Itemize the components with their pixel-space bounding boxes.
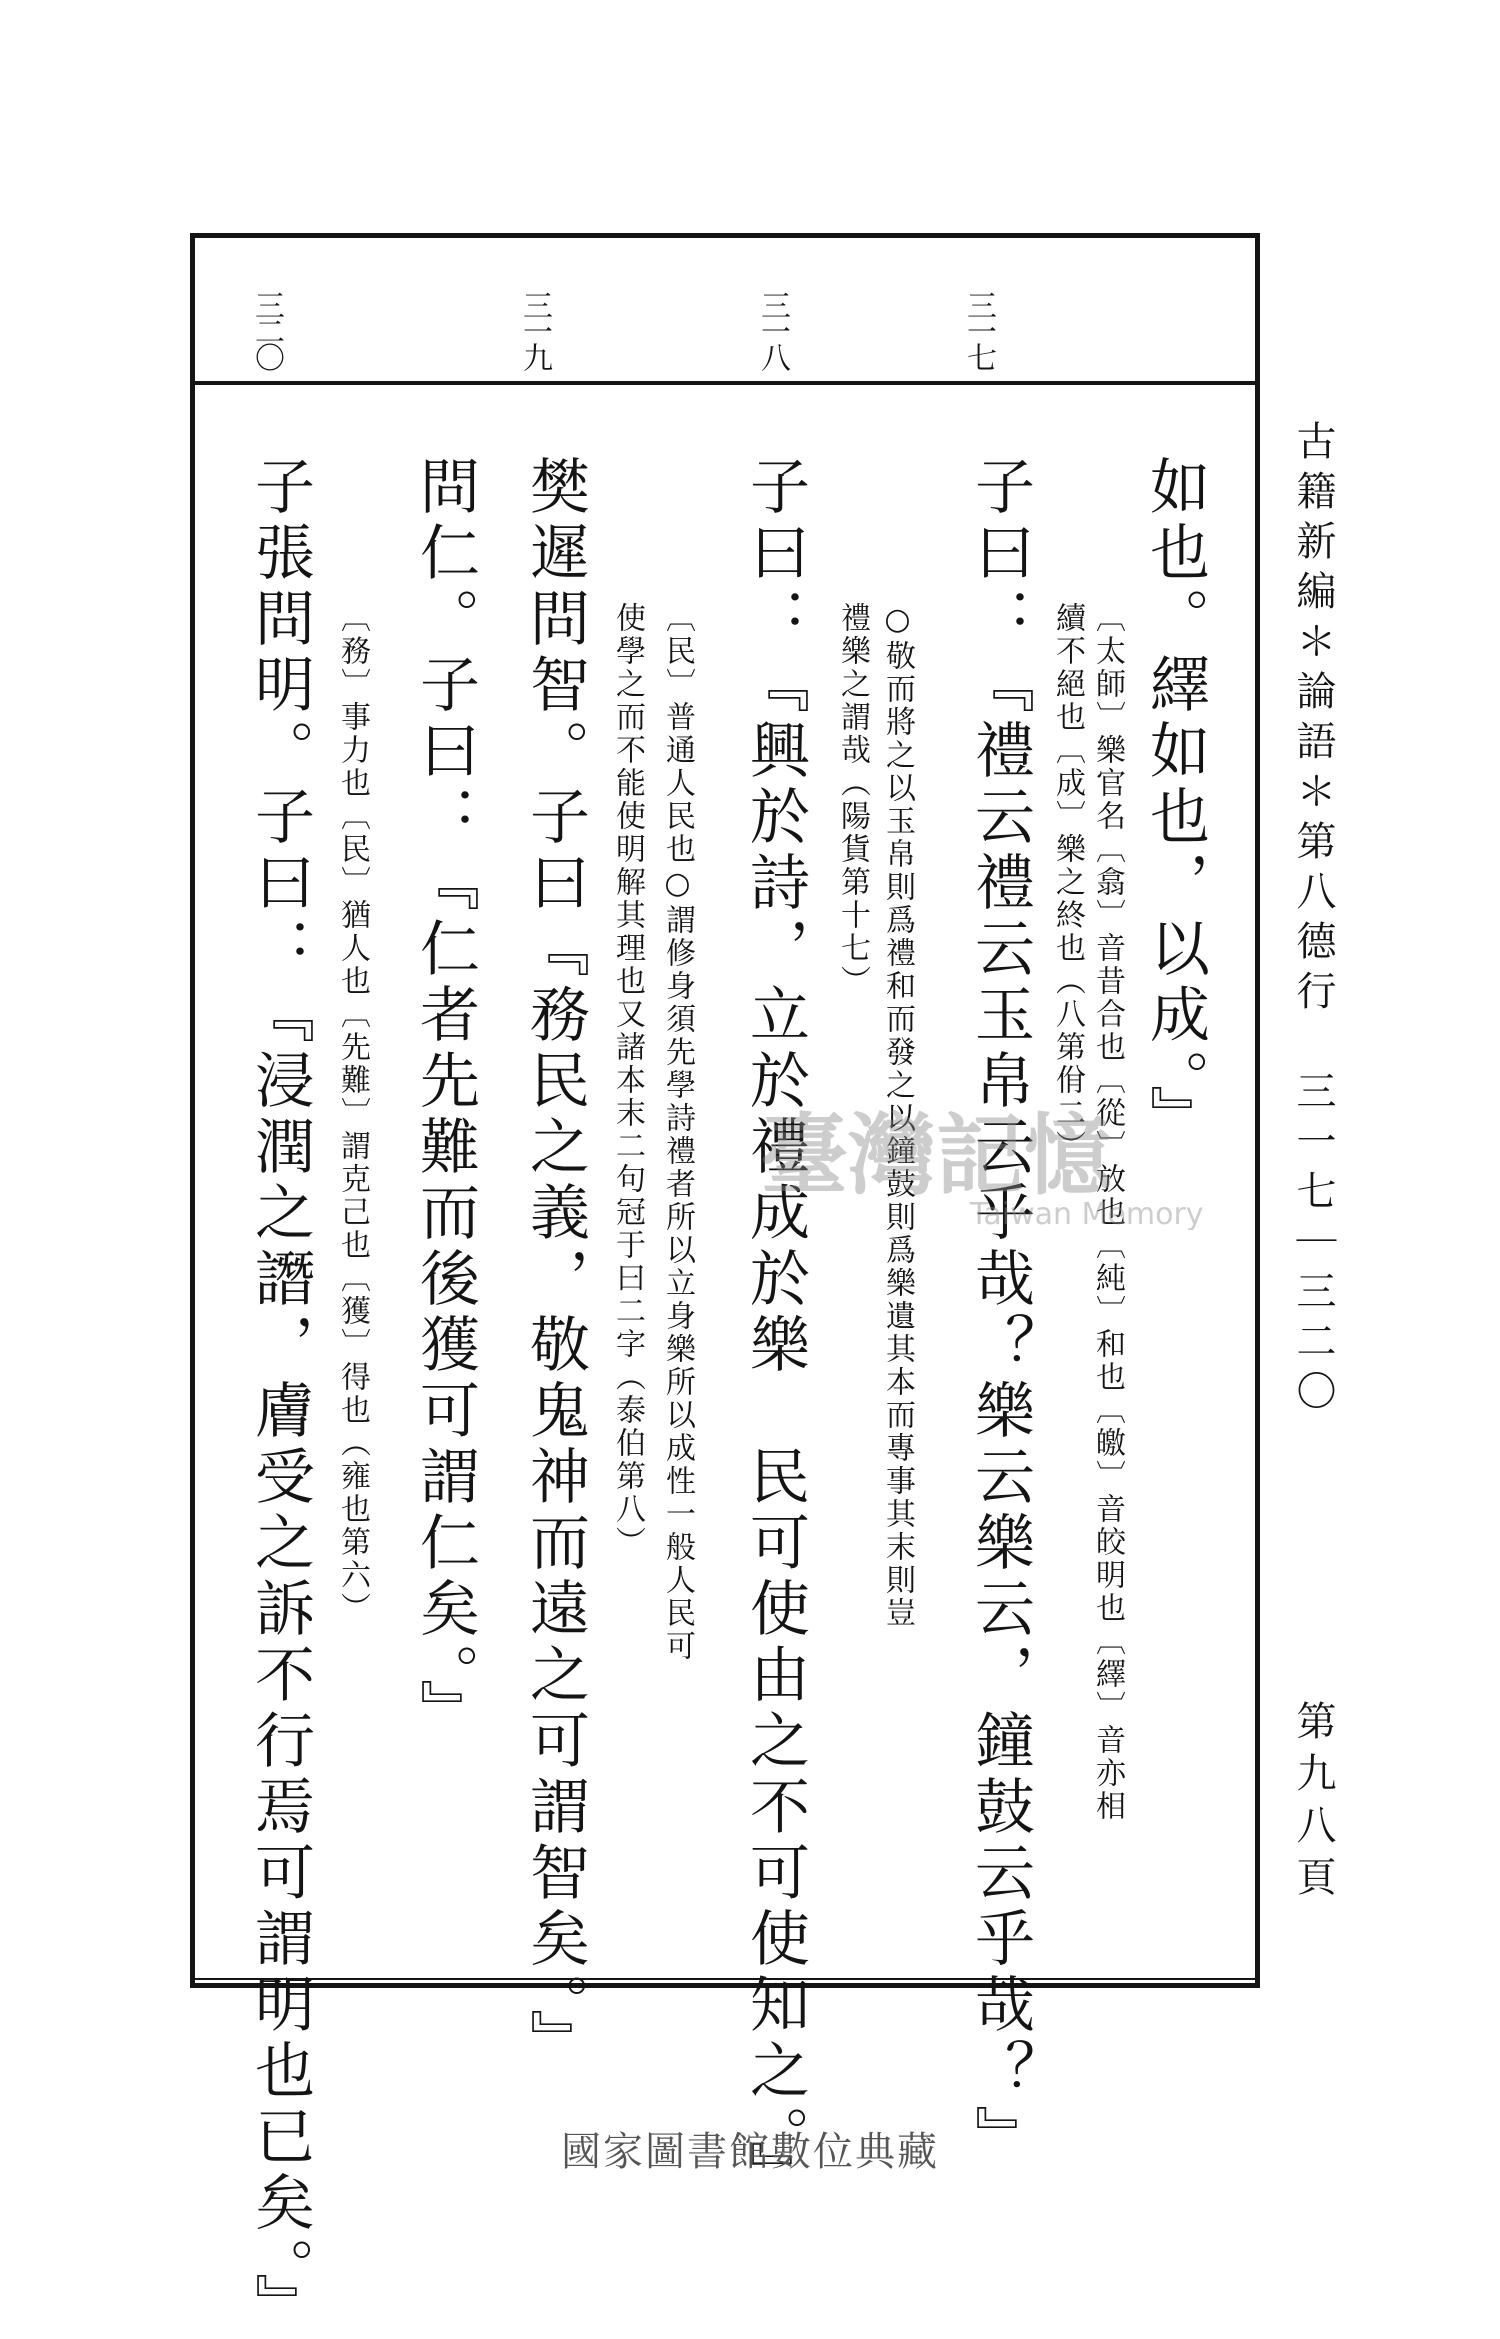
taiwan-memory-watermark (760, 1100, 1220, 1230)
text-column-main: 子張問明。子曰：『浸潤之譖，膚受之訴不行焉可謂明也已矣。』 (245, 455, 315, 2339)
text-column-note: ○敬而將之以玉帛則爲禮和而發之以鐘鼓則爲樂遺其本而專事其末則豈 (880, 602, 915, 1630)
section-number-318: 三一八 (755, 290, 790, 368)
archive-footer: 國家圖書館數位典藏 (561, 2129, 939, 2175)
watermark-en: Taiwan Memory (970, 1197, 1204, 1230)
text-column-note: 使學之而不能使明解其理也又諸本末二句冠于曰二字（泰伯第八） (610, 602, 645, 1559)
frame-bottom-rule (190, 1978, 1260, 1980)
text-column-main: 問仁。子曰：『仁者先難而後獲可謂仁矣。』 (410, 455, 480, 1745)
section-number-320: 三二〇 (249, 290, 284, 368)
section-number-319: 三一九 (517, 290, 552, 368)
section-number-317: 三一七 (961, 290, 996, 368)
text-column-note: 〔務〕事力也〔民〕猶人也〔先難〕謂克己也〔獲〕得也（雍也第六） (335, 602, 370, 1625)
text-column-main: 如也。繹如也，以成。』 (1140, 455, 1210, 1151)
page-number: 第九八頁 (1290, 1700, 1336, 1908)
running-title: 古籍新編＊論語＊第八德行 三一七｜三二〇 (1290, 420, 1336, 1420)
text-column-main: 子曰：『興於詩，立於禮成於樂 民可使由之不可使知之。』 (740, 455, 810, 2207)
text-column-main: 子曰：『禮云禮云玉帛云乎哉？樂云樂云，鐘鼓云乎哉？』 (965, 455, 1035, 2171)
text-column-note: 〔太師〕樂官名〔翕〕音昔合也〔從〕放也〔純〕和也〔皦〕音皎明也〔繹〕音亦相 (1090, 602, 1125, 1823)
watermark-cn: 臺灣記憶 (760, 1103, 1113, 1207)
text-column-main: 樊遲問智。子曰『務民之義，敬鬼神而遠之可謂智矣。』 (520, 455, 590, 2075)
text-column-note: 續不絕也〔成〕樂之終也（八第佾二） (1050, 602, 1085, 1163)
text-column-note: 禮樂之謂哉（陽貨第十七） (835, 602, 870, 998)
text-column-note: 〔民〕普通人民也○謂修身須先學詩禮者所以立身樂所以成性一般人民可 (660, 602, 695, 1663)
section-number-band (190, 233, 1260, 385)
